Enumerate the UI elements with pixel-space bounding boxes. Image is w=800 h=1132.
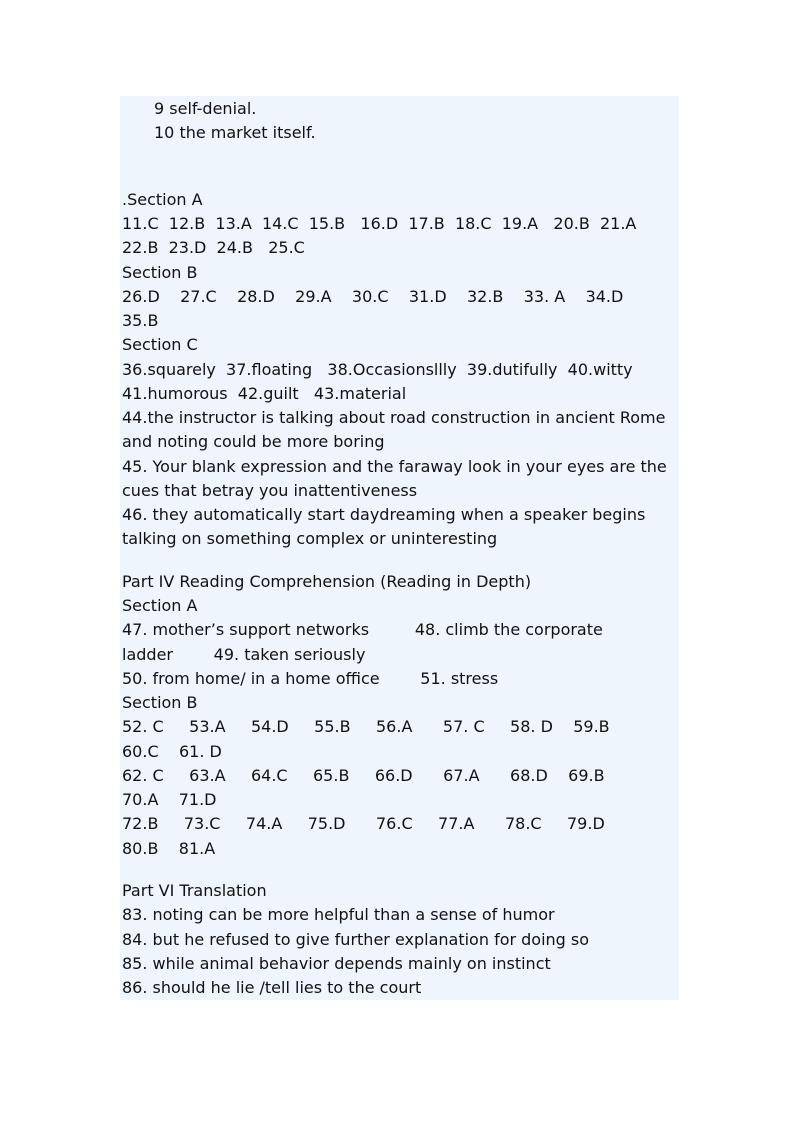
text-line: Section B	[122, 263, 198, 282]
text-line: 26.D 27.C 28.D 29.A 30.C 31.D 32.B 33. A 34.D	[122, 287, 624, 306]
text-line: 80.B 81.A	[122, 839, 216, 858]
text-line: 52. C 53.A 54.D 55.B 56.A 57. C 58. D 59.B	[122, 717, 610, 736]
text-line: Section A	[122, 596, 198, 615]
text-line: 9 self-denial.	[154, 99, 257, 118]
text-line: .Section A	[122, 190, 203, 209]
text-line: 86. should he lie /tell lies to the court	[122, 978, 422, 997]
text-line: 50. from home/ in a home office 51. stress	[122, 669, 499, 688]
text-line: 36.squarely 37.floating 38.Occasionsllly 39.dutifully 40.witty	[122, 360, 633, 379]
text-line: 35.B	[122, 311, 159, 330]
text-line: 44.the instructor is talking about road construction in ancient Rome	[122, 408, 666, 427]
text-line: 22.B 23.D 24.B 25.C	[122, 238, 305, 257]
text-line: 85. while animal behavior depends mainly on instinct	[122, 954, 551, 973]
text-line: 84. but he refused to give further explanation for doing so	[122, 930, 590, 949]
text-line: ladder 49. taken seriously	[122, 645, 366, 664]
text-line: 11.C 12.B 13.A 14.C 15.B 16.D 17.B 18.C 19.A 20.B 21.A	[122, 214, 637, 233]
text-line: 83. noting can be more helpful than a sense of humor	[122, 905, 555, 924]
text-line: Part VI Translation	[122, 881, 267, 900]
text-line: 46. they automatically start daydreaming when a speaker begins	[122, 505, 646, 524]
text-line: 60.C 61. D	[122, 742, 222, 761]
text-line: cues that betray you inattentiveness	[122, 481, 418, 500]
text-line: Section B	[122, 693, 198, 712]
text-line: and noting could be more boring	[122, 432, 385, 451]
text-line: Section C	[122, 335, 198, 354]
text-line: 70.A 71.D	[122, 790, 217, 809]
text-line: 47. mother’s support networks 48. climb the corporate	[122, 620, 603, 639]
text-line: 41.humorous 42.guilt 43.material	[122, 384, 407, 403]
text-line: 62. C 63.A 64.C 65.B 66.D 67.A 68.D 69.B	[122, 766, 605, 785]
text-line: 45. Your blank expression and the faraway look in your eyes are the	[122, 457, 667, 476]
text-line: talking on something complex or uninteresting	[122, 529, 498, 548]
text-line: 10 the market itself.	[154, 123, 316, 142]
text-line: Part IV Reading Comprehension (Reading in Depth)	[122, 572, 532, 591]
text-line: 72.B 73.C 74.A 75.D 76.C 77.A 78.C 79.D	[122, 814, 605, 833]
